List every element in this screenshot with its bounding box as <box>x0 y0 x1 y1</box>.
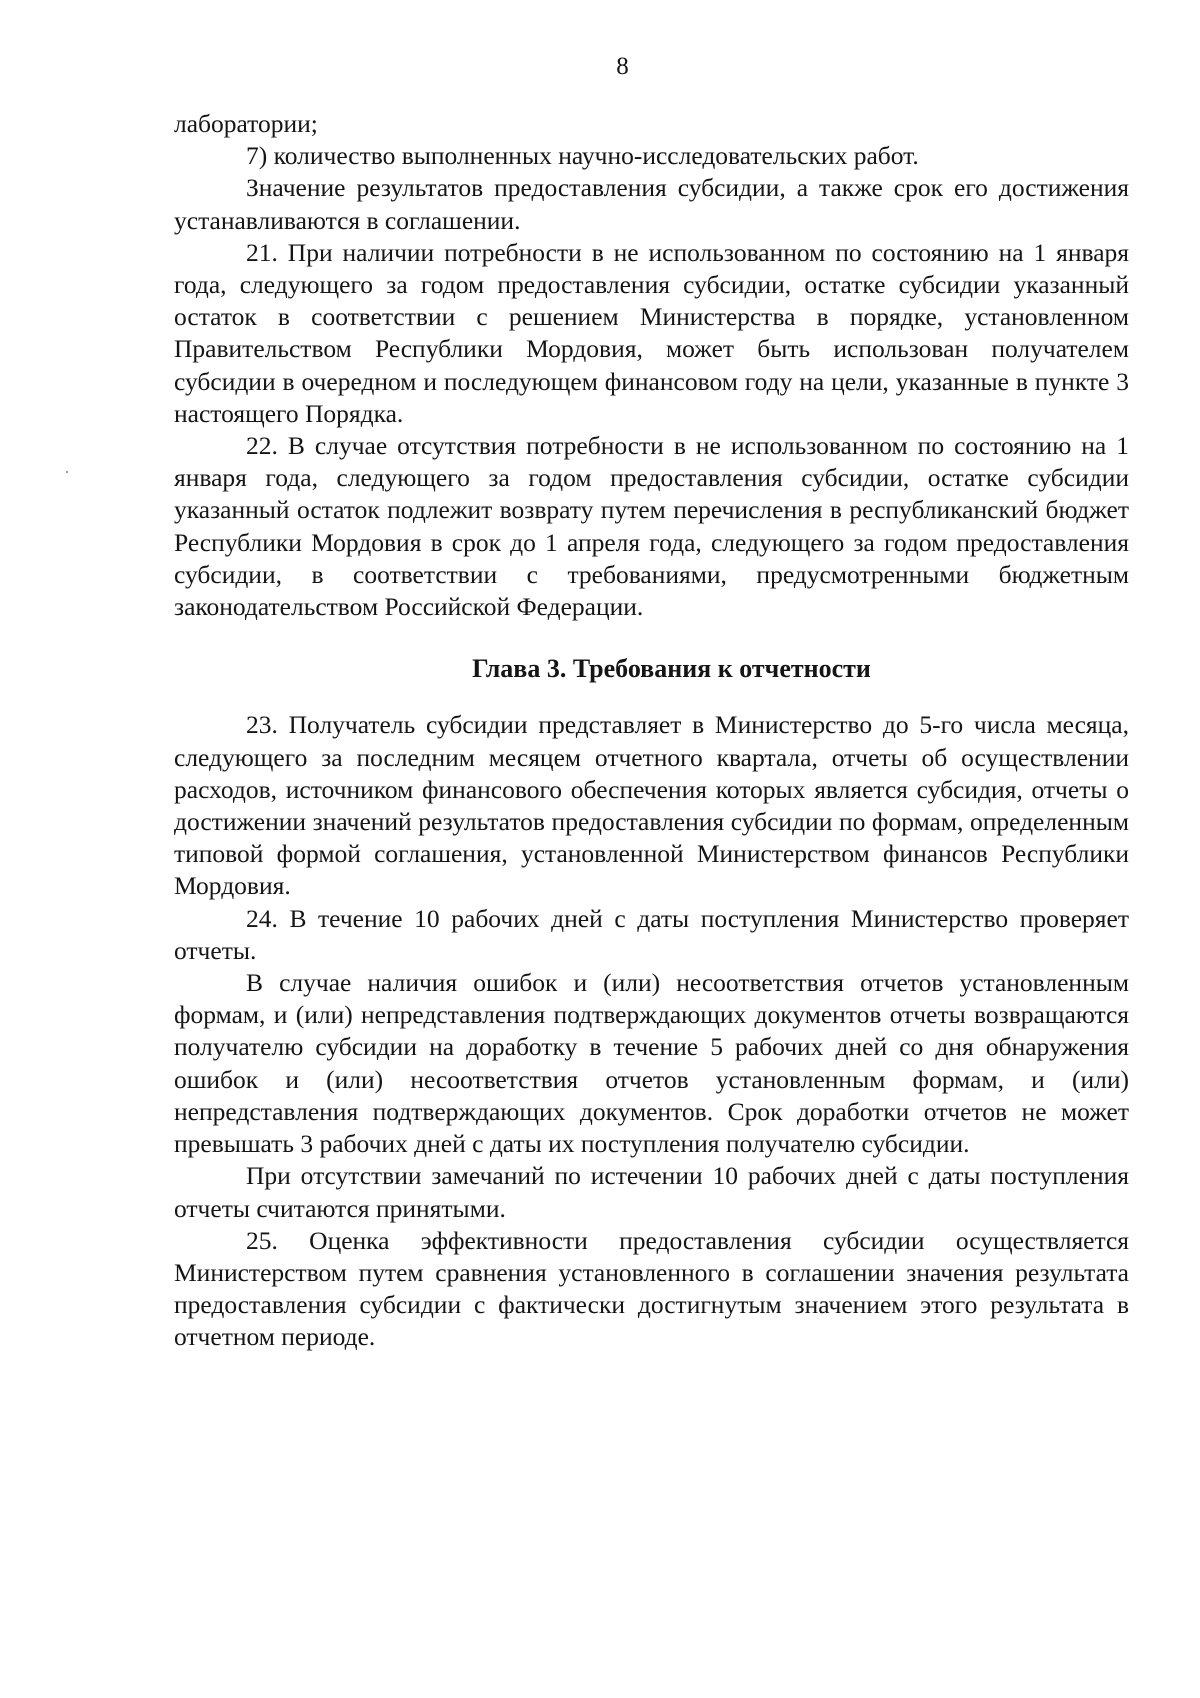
paragraph-item-7: 7) количество выполненных научно-исследовательских работ. <box>246 141 919 171</box>
paragraph-errors: В случае наличия ошибок и (или) несоответствия отчетов установленным формам, и (или) непредставления подтверждающих документов отчеты возвращаются получателю субсидии на доработку в течение 5 рабочих дней со дня обнаружения ошибок и (или) несоответствия отчетов установленным формам, и (или) непредставления подтверждающих документов. Срок доработки отчетов не может превышать 3 рабочих дней с даты их поступления получателю субсидии. <box>174 968 1129 1159</box>
paragraph-clause-22: 22. В случае отсутствия потребности в не использованном по состоянию на 1 января года, следующего за годом предоставления субсидии, остатке субсидии указанный остаток подлежит возврату путем перечисления в республиканский бюджет Республики Мордовия в срок до 1 апреля года, следующего за годом предоставления субсидии, в соответствии с требованиями, предусмотренными бюджетным законодательством Российской Федерации. <box>174 431 1129 622</box>
page-number: 8 <box>616 53 629 80</box>
paragraph-laboratory: лаборатории; <box>174 109 318 138</box>
scan-speck <box>66 471 68 473</box>
paragraph-clause-21: 21. При наличии потребности в не использованном по состоянию на 1 января года, следующего за годом предоставления субсидии, остатке субсидии указанный остаток в соответствии с решением Министерства в порядке, установленном Правительством Республики Мордовия, может быть использован получателем субсидии в очередном и последующем финансовом году на цели, указанные в пункте 3 настоящего Порядка. <box>174 237 1129 428</box>
document-body <box>174 108 1129 1354</box>
chapter-heading: Глава 3. Требования к отчетности <box>472 654 871 684</box>
paragraph-no-remarks: При отсутствии замечаний по истечении 10 рабочих дней с даты поступления отчеты считаются принятыми. <box>174 1161 1129 1223</box>
paragraph-clause-23: 23. Получатель субсидии представляет в Министерство до 5-го числа месяца, следующего за последним месяцем отчетного квартала, отчеты об осуществлении расходов, источником финансового обеспечения которых является субсидия, отчеты о достижении значений результатов предоставления субсидии по формам, определенным типовой формой соглашения, установленной Министерством финансов Республики Мордовия. <box>174 710 1129 901</box>
paragraph-clause-24: 24. В течение 10 рабочих дней с даты поступления Министерство проверяет отчеты. <box>174 903 1129 965</box>
paragraph-result-values: Значение результатов предоставления субсидии, а также срок его достижения устанавливаются в соглашении. <box>174 173 1129 235</box>
paragraph-clause-25: 25. Оценка эффективности предоставления субсидии осуществляется Министерством путем сравнения установленного в соглашении значения результата предоставления субсидии с фактически достигнутым значением этого результата в отчетном периоде. <box>174 1225 1129 1352</box>
